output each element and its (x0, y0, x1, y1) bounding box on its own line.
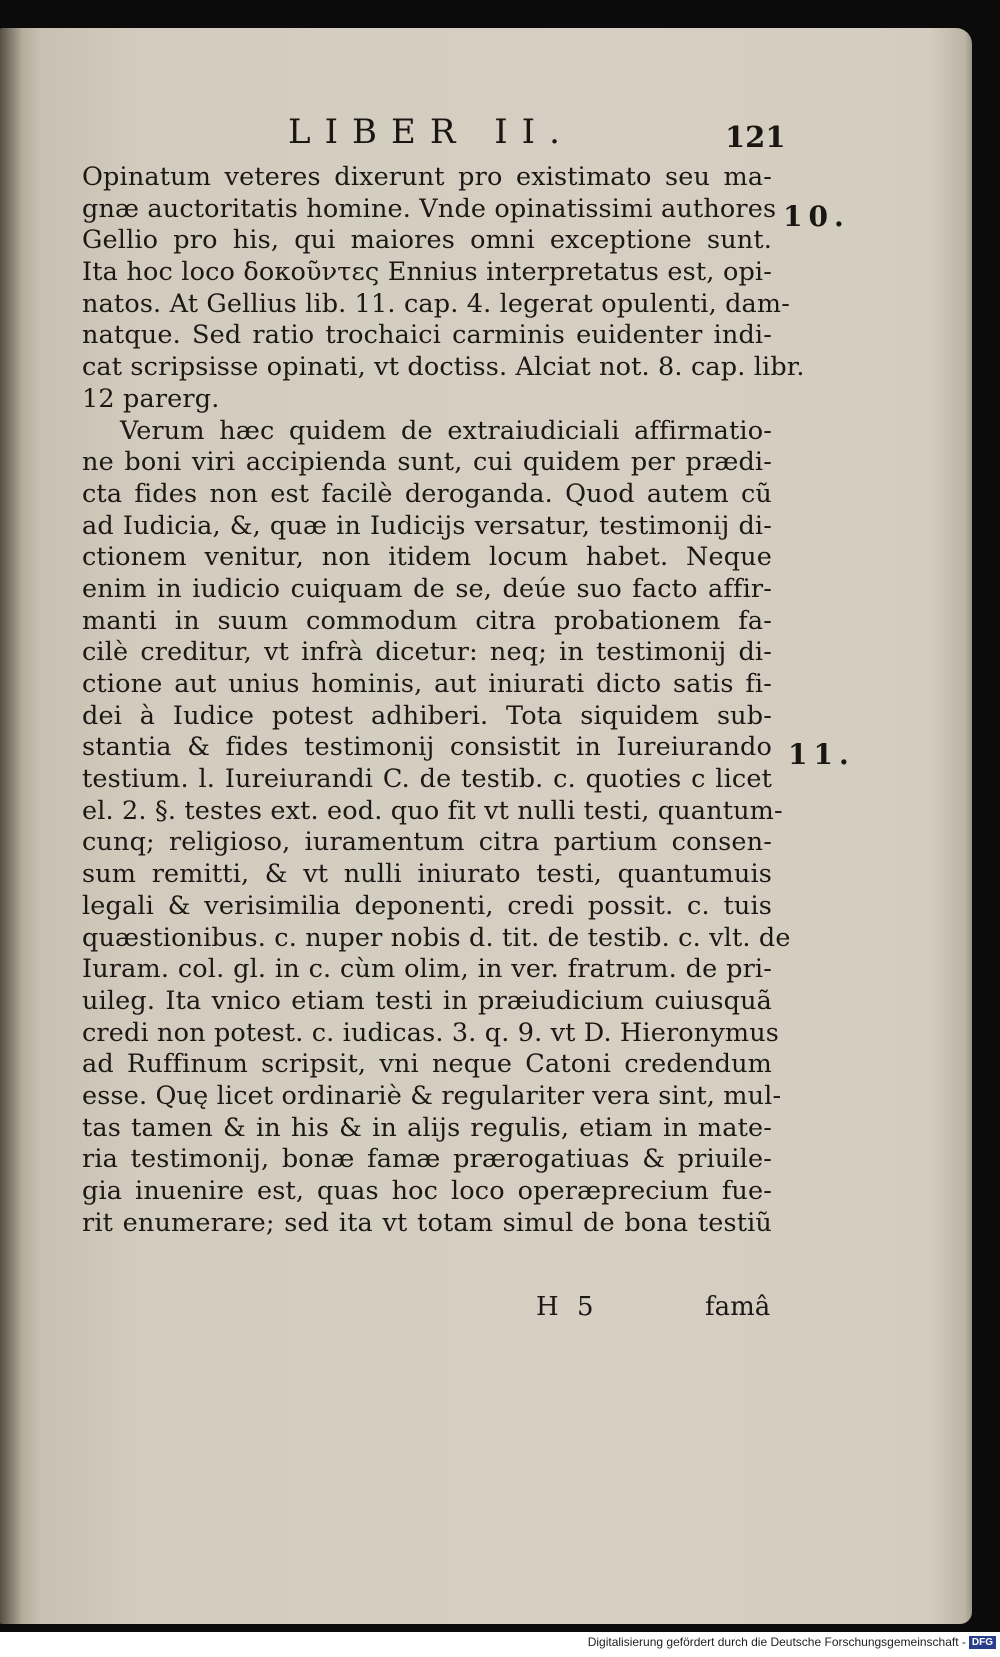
text-line: dei à Iudice potest adhiberi. Tota siquidem sub- (82, 700, 772, 731)
text-line: Verum hæc quidem de extraiudiciali affirmatio- (120, 415, 772, 446)
text-line: Gellio pro his, qui maiores omni exceptione sunt. (82, 225, 772, 256)
text-line: manti in suum commodum citra probationem fa- (82, 605, 772, 636)
catchword: famâ (705, 1292, 771, 1322)
text-line: Opinatum veteres dixerunt pro existimato seu ma- (82, 162, 772, 192)
signature-mark: H 5 (536, 1292, 594, 1322)
gutter-shadow (0, 28, 22, 1624)
text-line: uileg. Ita vnico etiam testi in præiudicium cuiusquã (82, 985, 772, 1016)
text-line: natos. At Gellius lib. 11. cap. 4. legerat opulenti, dam- (82, 288, 791, 319)
page-number: 121 (725, 120, 786, 154)
margin-note-10: 10. (783, 200, 850, 233)
text-line: stantia & fides testimonij consistit in Iureiurando (82, 732, 772, 763)
text-line: gnæ auctoritatis homine. Vnde opinatissimi authores (82, 193, 777, 224)
text-line: quæstionibus. c. nuper nobis d. tit. de testib. c. vlt. de (82, 922, 791, 953)
text-line: ria testimonij, bonæ famæ prærogatiuas & priuile- (82, 1144, 772, 1175)
text-line: Iuram. col. gl. in c. cùm olim, in ver. fratrum. de pri- (82, 954, 772, 985)
margin-note-11: 11. (788, 738, 855, 771)
text-line: ctione aut unius hominis, aut iniurati dicto satis fi- (82, 669, 772, 699)
text-line: gia inuenire est, quas hoc loco operæprecium fue- (82, 1176, 772, 1206)
credit-text: Digitalisierung gefördert durch die Deutsche Forschungsgemeinschaft - (587, 1635, 966, 1649)
text-line: cta fides non est facilè deroganda. Quod autem cũ (82, 478, 772, 509)
text-line: esse. Quę licet ordinariè & regulariter vera sint, mul- (82, 1080, 782, 1111)
text-line: ad Ruffinum scripsit, vni neque Catoni credendum (82, 1049, 772, 1080)
text-line: legali & verisimilia deponenti, credi possit. c. tuis (82, 890, 772, 921)
text-line: cunq; religioso, iuramentum citra partium consen- (82, 827, 772, 858)
text-line: ctionem venitur, non itidem locum habet. Neque (82, 542, 772, 573)
digitization-credit (588, 1635, 996, 1649)
text-line: Ita hoc loco δοκοῦντες Ennius interpretatus est, opi- (82, 257, 772, 288)
text-line: testium. l. Iureiurandi C. de testib. c. quoties c licet (82, 764, 772, 795)
text-line: 12 parerg. (82, 383, 220, 414)
body-text (82, 162, 805, 1239)
text-line: credi non potest. c. iudicas. 3. q. 9. vt D. Hieronymus (82, 1017, 780, 1048)
text-line: el. 2. §. testes ext. eod. quo fit vt nulli testi, quantum- (82, 795, 783, 826)
text-line: ne boni viri accipienda sunt, cui quidem per prædi- (82, 447, 772, 478)
dfg-logo: DFG (969, 1636, 996, 1649)
text-line: cilè creditur, vt infrà dicetur: neq; in testimonij di- (82, 637, 772, 668)
running-head: LIBER II. (288, 112, 574, 152)
text-line: rit enumerare; sed ita vt totam simul de bona testiũ (82, 1207, 772, 1238)
text-line: cat scripsisse opinati, vt doctiss. Alciat not. 8. cap. libr. (82, 352, 805, 383)
text-line: enim in iudicio cuiquam de se, deúe suo facto affir- (82, 573, 772, 604)
text-line: ad Iudicia, &, quæ in Iudicijs versatur, testimonij di- (82, 510, 772, 541)
text-line: natque. Sed ratio trochaici carminis euidenter indi- (82, 320, 772, 351)
text-line: sum remitti, & vt nulli iniurato testi, quantumuis (82, 859, 772, 890)
text-line: tas tamen & in his & in alijs regulis, etiam in mate- (82, 1112, 772, 1143)
